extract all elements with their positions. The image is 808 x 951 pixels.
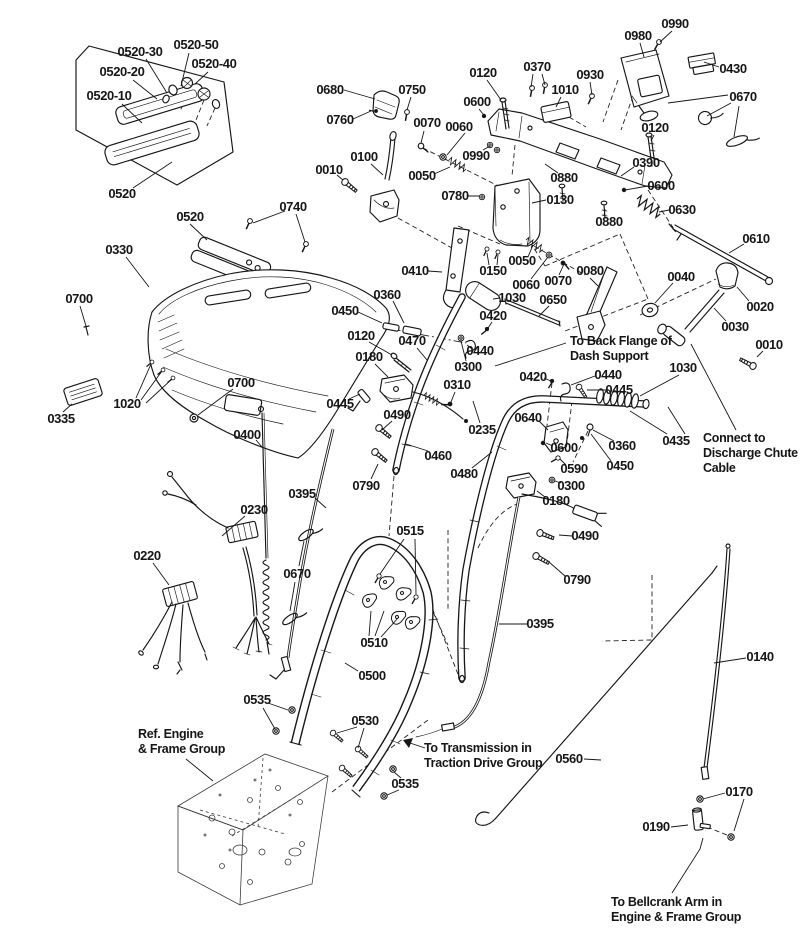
part-label: 0500 [358, 668, 386, 683]
part-label: 0420 [479, 308, 507, 323]
part-label: 0480 [450, 466, 478, 481]
part-label: 0300 [557, 478, 585, 493]
part-label: 0395 [288, 486, 316, 501]
part-label: 0450 [606, 458, 634, 473]
part-label: 0535 [391, 776, 419, 791]
part-label: 0420 [519, 369, 547, 384]
part-label: 0520-20 [99, 64, 145, 79]
part-label: 0600 [550, 440, 578, 455]
part-label: 0880 [550, 170, 578, 185]
note-line: Engine & Frame Group [611, 910, 742, 924]
part-label: 1030 [498, 290, 526, 305]
part-label: 0220 [133, 548, 161, 563]
part-label: 0360 [373, 287, 401, 302]
part-label: 0650 [539, 292, 567, 307]
note-line: Cable [703, 461, 736, 475]
part-label: 0120 [347, 328, 375, 343]
note-annotation [138, 727, 225, 757]
part-label: 0490 [383, 407, 411, 422]
part-label: 0120 [469, 65, 497, 80]
part-label: 0410 [401, 263, 429, 278]
part-label: 0335 [47, 411, 75, 426]
part-label: 0530 [351, 713, 379, 728]
part-label: 0490 [571, 528, 599, 543]
note-line: To Bellcrank Arm in [611, 895, 722, 909]
part-label: 0370 [523, 59, 551, 74]
part-label: 0020 [746, 299, 774, 314]
part-label: 0780 [441, 188, 469, 203]
part-label: 0070 [413, 115, 441, 130]
note-annotation [611, 895, 741, 925]
part-label: 0670 [729, 89, 757, 104]
part-label: 0070 [544, 273, 572, 288]
part-label: 0560 [555, 751, 583, 766]
part-label: 0535 [243, 692, 271, 707]
part-label: 0520-40 [191, 56, 237, 71]
part-label: 0435 [662, 433, 690, 448]
part-label: 0390 [632, 155, 660, 170]
part-label: 0640 [514, 410, 542, 425]
part-label: 0760 [326, 112, 354, 127]
part-label: 0520 [108, 186, 136, 201]
part-label: 0360 [608, 438, 636, 453]
part-label: 1030 [669, 360, 697, 375]
part-label: 0030 [721, 319, 749, 334]
part-label: 0520-10 [86, 88, 132, 103]
part-label: 0300 [454, 359, 482, 374]
part-label: 0310 [443, 377, 471, 392]
note-annotation [703, 431, 798, 476]
part-label: 0170 [725, 784, 753, 799]
part-label: 0520-50 [173, 37, 219, 52]
part-label: 0050 [408, 168, 436, 183]
part-label: 0630 [668, 202, 696, 217]
part-label: 0600 [463, 94, 491, 109]
part-label: 0515 [396, 523, 424, 538]
part-label: 0520 [176, 209, 204, 224]
part-label: 0445 [326, 396, 354, 411]
part-label: 0740 [279, 199, 307, 214]
part-label: 0600 [647, 178, 675, 193]
note-line: Traction Drive Group [424, 756, 543, 770]
part-label: 0050 [508, 253, 536, 268]
part-label: 0230 [240, 502, 268, 517]
note-line: To Back Flange of [570, 334, 672, 348]
part-label: 0750 [398, 82, 426, 97]
part-label: 0990 [661, 16, 689, 31]
part-label: 0440 [466, 343, 494, 358]
part-label: 0520-30 [117, 44, 163, 59]
note-line: Ref. Engine [138, 727, 204, 741]
part-label: 0590 [560, 461, 588, 476]
part-label: 0510 [360, 635, 388, 650]
part-label: 0990 [462, 148, 490, 163]
note-line: To Transmission in [424, 741, 532, 755]
part-label: 0060 [512, 277, 540, 292]
part-label: 1010 [551, 82, 579, 97]
part-label: 0790 [352, 478, 380, 493]
part-label: 0330 [105, 242, 133, 257]
note-annotation [570, 334, 672, 364]
part-label: 0140 [746, 649, 774, 664]
part-label: 0235 [468, 422, 496, 437]
part-label: 0470 [398, 333, 426, 348]
part-label: 0980 [624, 28, 652, 43]
part-label: 0060 [445, 119, 473, 134]
part-label: 0460 [424, 448, 452, 463]
part-label: 0700 [227, 375, 255, 390]
part-label: 0445 [605, 382, 633, 397]
note-line: & Frame Group [138, 742, 226, 756]
part-label: 0930 [576, 67, 604, 82]
part-label: 0080 [576, 263, 604, 278]
note-line: Discharge Chute [703, 446, 798, 460]
part-label: 1020 [113, 396, 141, 411]
part-label: 0790 [563, 572, 591, 587]
note-annotation [424, 741, 542, 771]
part-label: 0430 [719, 61, 747, 76]
note-line: Connect to [703, 431, 766, 445]
part-label: 0010 [315, 162, 343, 177]
part-label: 0610 [742, 231, 770, 246]
part-label: 0440 [594, 367, 622, 382]
part-label: 0700 [65, 291, 93, 306]
part-label: 0180 [355, 349, 383, 364]
note-line: Dash Support [570, 349, 649, 363]
part-label: 0450 [331, 303, 359, 318]
part-label: 0180 [542, 493, 570, 508]
part-label: 0670 [283, 566, 311, 581]
part-label: 0010 [755, 337, 783, 352]
part-label: 0190 [642, 819, 670, 834]
part-label: 0130 [546, 192, 574, 207]
part-label: 0400 [233, 427, 261, 442]
part-label: 0150 [479, 263, 507, 278]
part-label: 0880 [595, 214, 623, 229]
part-label: 0680 [316, 82, 344, 97]
part-label: 0100 [350, 149, 378, 164]
part-label: 0395 [526, 616, 554, 631]
part-label: 0120 [641, 120, 669, 135]
part-label: 0040 [667, 269, 695, 284]
